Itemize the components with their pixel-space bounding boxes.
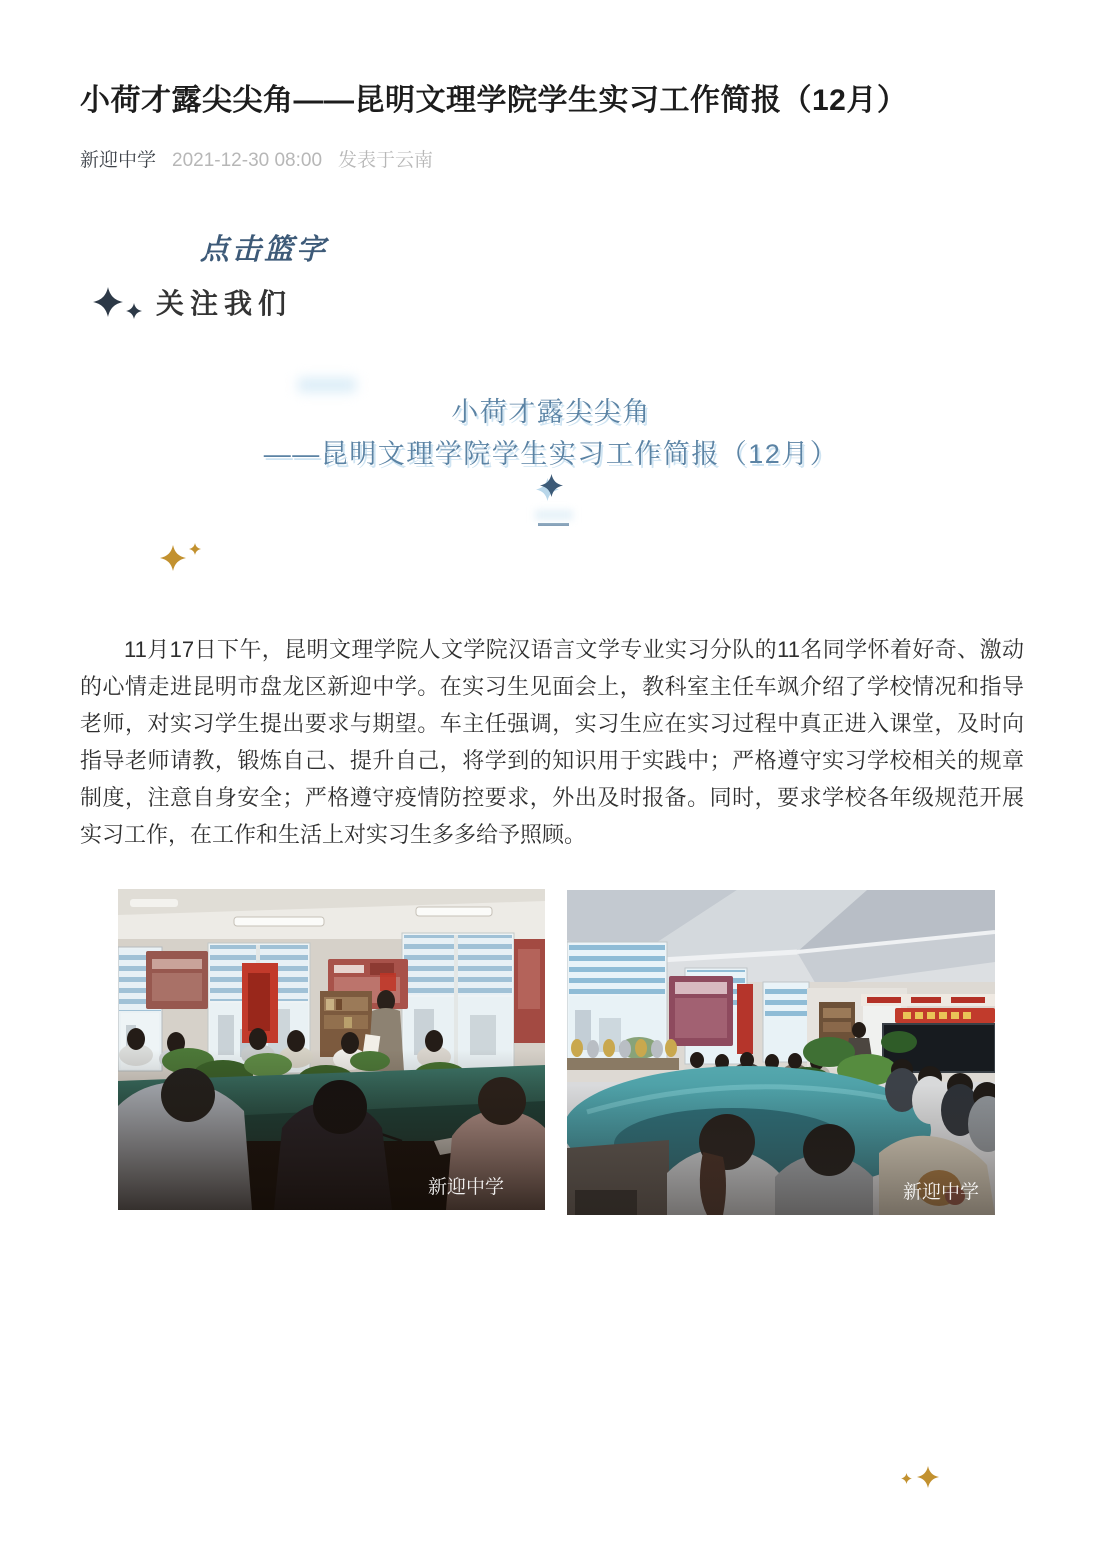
photo-vignette xyxy=(567,890,995,1215)
sparkle-icon-gold xyxy=(901,1473,912,1484)
photo-vignette xyxy=(118,889,545,1210)
follow-us-banner xyxy=(93,282,292,322)
sparkle-icon-gold xyxy=(917,1466,939,1488)
photo-watermark: 新迎中学 xyxy=(428,1177,505,1198)
photo-meeting-1-scene xyxy=(118,889,545,1210)
photo-meeting-2[interactable] xyxy=(567,890,995,1215)
body-paragraph: 11月17日下午，昆明文理学院人文学院汉语言文学专业实习分队的11名同学怀着好奇、激动的心情走进昆明市盘龙区新迎中学。在实习生见面会上，教科室主任车飒介绍了学校情况和指导老师，对实习学生提出要求与期望。车主任强调，实习生应在实习过程中真正进入课堂，及时向指导老师请教，锻炼自己、提升自己，将学到的知识用于实践中；严格遵守实习学校相关的规章制度，注意自身安全；严格遵守疫情防控要求，外出及时报备。同时，要求学校各年级规范开展实习工作，在工作和生活上对实习生多多给予照顾。 xyxy=(80,637,1024,847)
sparkle-icon xyxy=(93,287,123,317)
sparkle-icon xyxy=(540,474,563,497)
click-blue-text: 点击篮字 xyxy=(200,234,329,266)
photo-watermark: 新迎中学 xyxy=(903,1182,980,1203)
subtitle-line1: 小荷才露尖尖角 xyxy=(451,397,651,427)
subtitle-line2: ——昆明文理学院学生实习工作简报（12月） xyxy=(263,439,839,469)
photo-meeting-1[interactable] xyxy=(118,889,545,1210)
photo-meeting-2-scene xyxy=(567,890,995,1215)
sparkle-decoration-bottom xyxy=(901,1466,939,1488)
article-subtitle xyxy=(0,391,1102,475)
short-divider xyxy=(538,523,569,526)
sparkle-icon-gold xyxy=(160,545,186,571)
sparkle-icon-blue xyxy=(540,474,563,497)
follow-us-label: 关注我们 xyxy=(156,288,293,319)
publish-time: 2021-12-30 08:00 xyxy=(172,150,323,171)
sparkle-icon-gold xyxy=(189,543,201,555)
article-title: 小荷才露尖尖角——昆明文理学院学生实习工作简报（12月） xyxy=(80,84,908,117)
account-name-link[interactable]: 新迎中学 xyxy=(80,150,157,171)
subtitle-glow-decoration xyxy=(298,378,356,392)
sparkle-decoration-left xyxy=(160,545,201,571)
publish-location: 发表于云南 xyxy=(338,150,434,171)
sparkle-icon xyxy=(126,303,142,319)
article-meta xyxy=(80,145,433,172)
